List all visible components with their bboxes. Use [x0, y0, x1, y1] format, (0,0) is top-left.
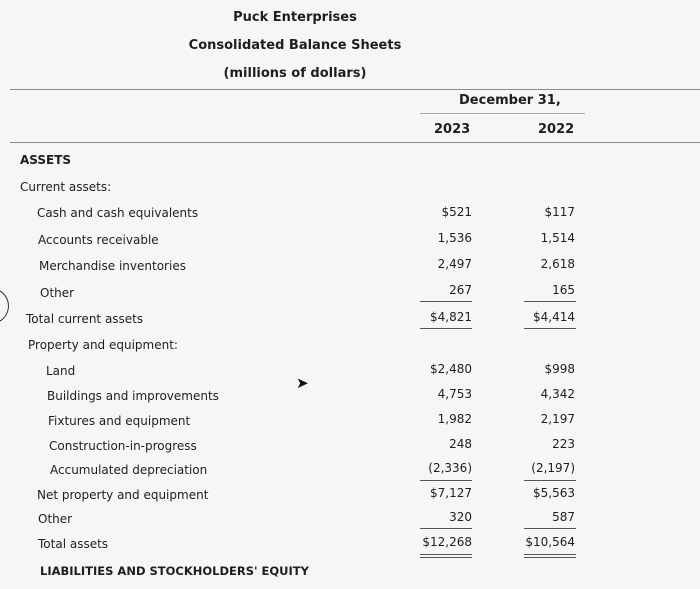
subtotal-rule-2023: [420, 480, 472, 481]
ppe-heading: Property and equipment:: [28, 338, 178, 352]
value-2022: $10,564: [525, 535, 575, 549]
subtotal-rule-2022: [524, 301, 576, 302]
value-2023: $2,480: [430, 362, 472, 376]
double-rule-2022: [524, 554, 576, 555]
value-2023: $7,127: [430, 486, 472, 500]
double-rule-2023: [420, 554, 472, 555]
margin-bracket: [0, 288, 9, 324]
value-2023: 1,536: [437, 231, 472, 245]
total-rule-2023: [420, 328, 472, 329]
year-2022-header: 2022: [538, 122, 575, 137]
year-2023-header: 2023: [434, 122, 471, 137]
row-label: Construction-in-progress: [49, 439, 197, 453]
value-2022: $117: [544, 205, 575, 219]
column-header-divider: [10, 142, 700, 143]
row-label: Total current assets: [26, 312, 144, 326]
row-label: Other: [40, 286, 75, 300]
value-2022: 165: [552, 283, 575, 297]
value-2022: 2,618: [540, 257, 575, 271]
row-label: Cash and cash equivalents: [37, 206, 199, 220]
subtotal-rule-2023: [420, 301, 472, 302]
value-2022: $5,563: [533, 486, 575, 500]
row-label: Accumulated depreciation: [50, 463, 208, 477]
value-2023: 248: [449, 437, 472, 451]
current-assets-heading: Current assets:: [20, 180, 112, 194]
liabilities-heading: LIABILITIES AND STOCKHOLDERS' EQUITY: [40, 564, 309, 578]
value-2022: 587: [552, 510, 575, 524]
value-2023: 267: [449, 283, 472, 297]
mouse-pointer-icon: ➤: [296, 374, 309, 392]
double-rule-2023: [420, 557, 472, 558]
value-2022: 4,342: [540, 387, 575, 401]
value-2023: (2,336): [428, 461, 472, 475]
unit-label: (millions of dollars): [223, 66, 367, 81]
double-rule-2022: [524, 557, 576, 558]
header-divider: [10, 89, 700, 90]
assets-heading: ASSETS: [20, 153, 72, 167]
row-label: Total assets: [38, 537, 109, 551]
row-label: Land: [46, 364, 76, 378]
row-label: Other: [38, 512, 73, 526]
value-2022: (2,197): [531, 461, 575, 475]
value-2023: 1,982: [437, 412, 472, 426]
subtotal-rule-2022: [524, 528, 576, 529]
row-label: Merchandise inventories: [39, 259, 186, 273]
value-2023: $4,821: [430, 310, 472, 324]
value-2022: 1,514: [540, 231, 575, 245]
value-2023: 4,753: [437, 387, 472, 401]
row-label: Fixtures and equipment: [48, 414, 191, 428]
row-label: Accounts receivable: [38, 233, 159, 247]
period-label: December 31,: [459, 93, 561, 108]
statement-title: Consolidated Balance Sheets: [188, 38, 402, 53]
period-underline: [420, 113, 585, 114]
row-label: Net property and equipment: [37, 488, 209, 502]
value-2022: 223: [552, 437, 575, 451]
value-2022: 2,197: [540, 412, 575, 426]
subtotal-rule-2022: [524, 480, 576, 481]
row-label: Buildings and improvements: [47, 389, 219, 403]
value-2023: $521: [441, 205, 472, 219]
value-2022: $4,414: [533, 310, 575, 324]
value-2022: $998: [544, 362, 575, 376]
company-name: Puck Enterprises: [233, 10, 357, 25]
subtotal-rule-2023: [420, 528, 472, 529]
value-2023: 2,497: [437, 257, 472, 271]
value-2023: 320: [449, 510, 472, 524]
value-2023: $12,268: [422, 535, 472, 549]
total-rule-2022: [524, 328, 576, 329]
